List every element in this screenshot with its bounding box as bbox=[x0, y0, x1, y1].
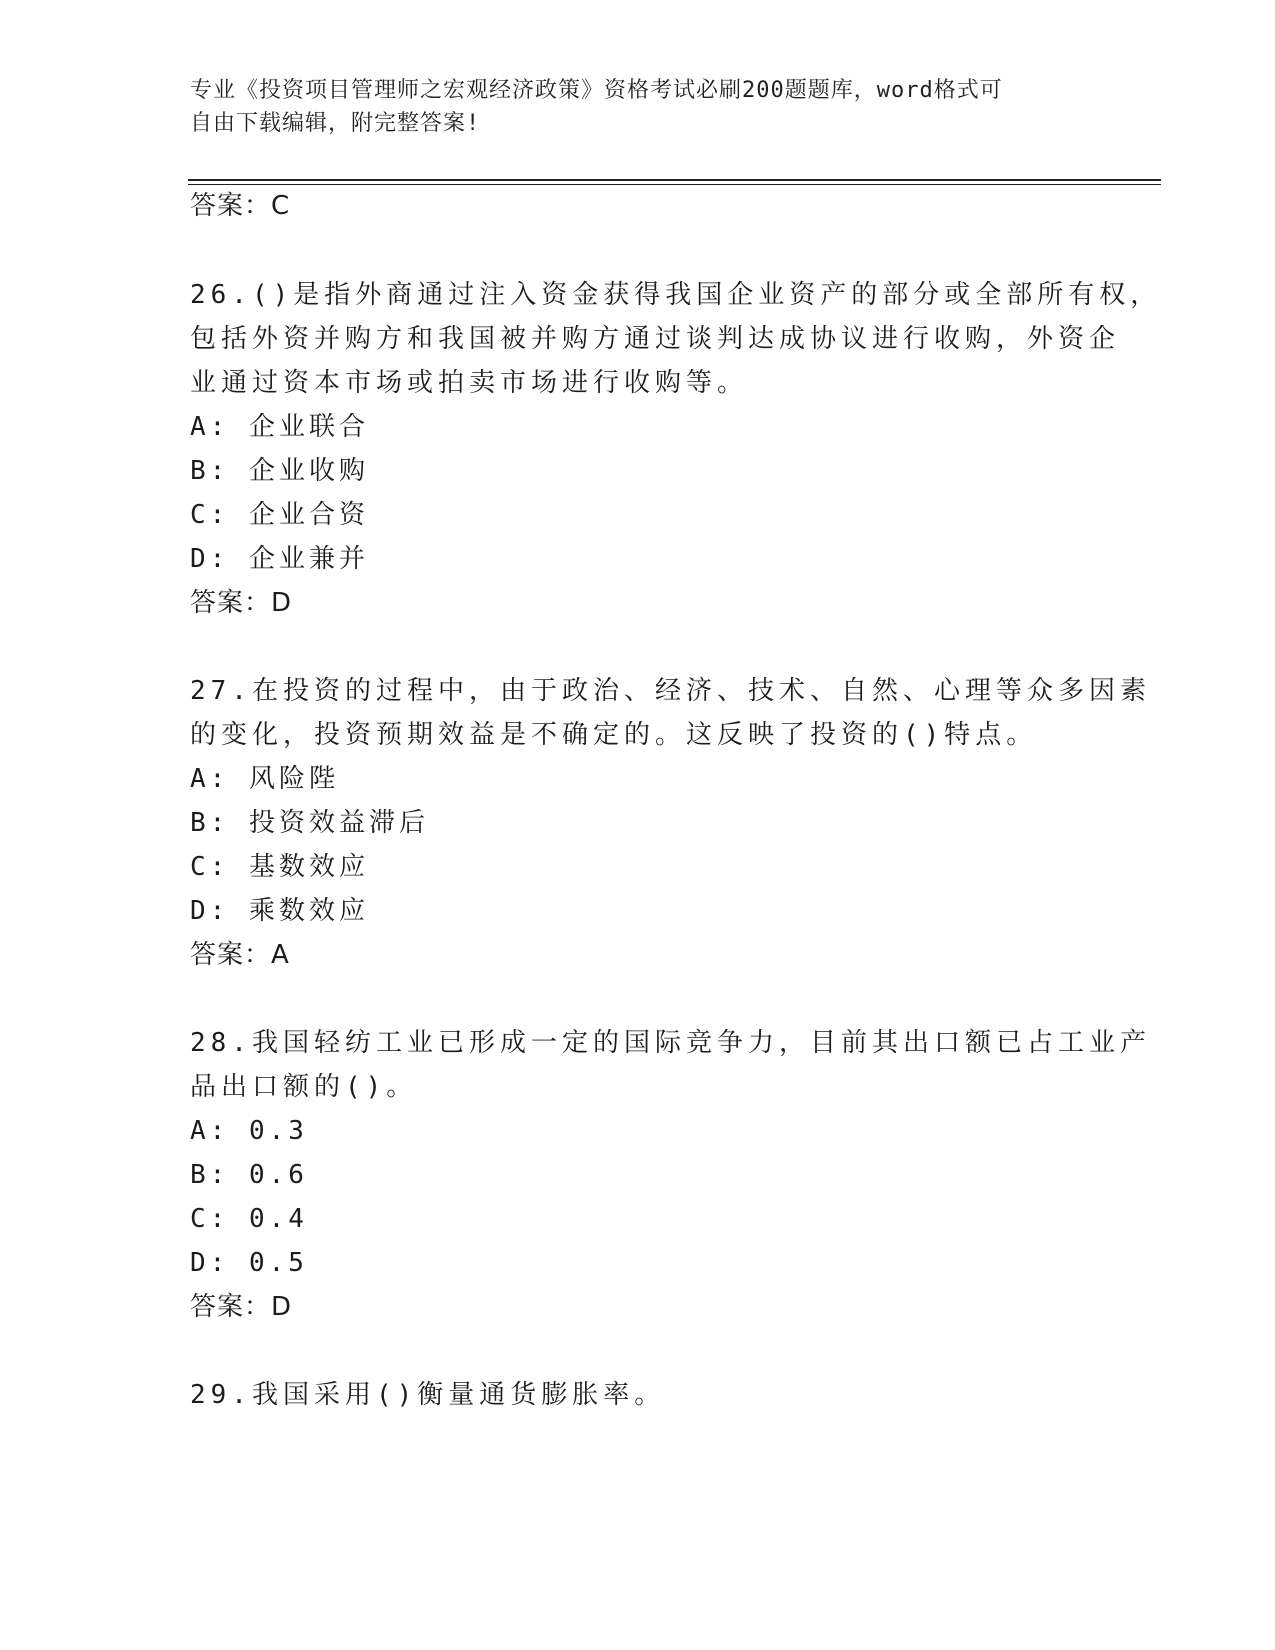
q27-answer: 答案：A bbox=[190, 940, 290, 970]
q26-line-3: 业通过资本市场或拍卖市场进行收购等。 bbox=[190, 368, 749, 398]
q28-option-a: A: 0.3 bbox=[190, 1116, 308, 1146]
q28-answer: 答案：D bbox=[190, 1292, 293, 1322]
q28-option-c: C: 0.4 bbox=[190, 1204, 308, 1234]
answer-prev: 答案：C bbox=[190, 191, 291, 221]
q27-line-1: 27.在投资的过程中，由于政治、经济、技术、自然、心理等众多因素 bbox=[190, 676, 1151, 706]
q27-line-2: 的变化，投资预期效益是不确定的。这反映了投资的()特点。 bbox=[190, 720, 1038, 750]
q26-option-c: C: 企业合资 bbox=[190, 500, 369, 530]
q28-line-2: 品出口额的()。 bbox=[190, 1072, 418, 1102]
header-line-1: 专业《投资项目管理师之宏观经济政策》资格考试必刷200题题库，word格式可 bbox=[190, 78, 1003, 103]
q27-option-b: B: 投资效益滞后 bbox=[190, 808, 429, 838]
header-divider-thin bbox=[188, 184, 1161, 185]
q28-line-1: 28.我国轻纺工业已形成一定的国际竞争力，目前其出口额已占工业产 bbox=[190, 1028, 1151, 1058]
q29-line-1: 29.我国采用()衡量通货膨胀率。 bbox=[190, 1380, 666, 1410]
q28-option-d: D: 0.5 bbox=[190, 1248, 308, 1278]
q28-option-b: B: 0.6 bbox=[190, 1160, 308, 1190]
q26-option-b: B: 企业收购 bbox=[190, 456, 369, 486]
q27-option-d: D: 乘数效应 bbox=[190, 896, 369, 926]
header-line-2: 自由下载编辑，附完整答案! bbox=[190, 111, 481, 136]
q27-option-a: A: 风险陛 bbox=[190, 764, 339, 794]
header-divider bbox=[188, 179, 1161, 181]
q27-option-c: C: 基数效应 bbox=[190, 852, 369, 882]
q26-line-1: 26.()是指外商通过注入资金获得我国企业资产的部分或全部所有权， bbox=[190, 280, 1162, 310]
document-header bbox=[190, 74, 1090, 140]
q26-option-d: D: 企业兼并 bbox=[190, 544, 369, 574]
q26-option-a: A: 企业联合 bbox=[190, 412, 369, 442]
q26-line-2: 包括外资并购方和我国被并购方通过谈判达成协议进行收购，外资企 bbox=[190, 324, 1121, 354]
q26-answer: 答案：D bbox=[190, 588, 293, 618]
